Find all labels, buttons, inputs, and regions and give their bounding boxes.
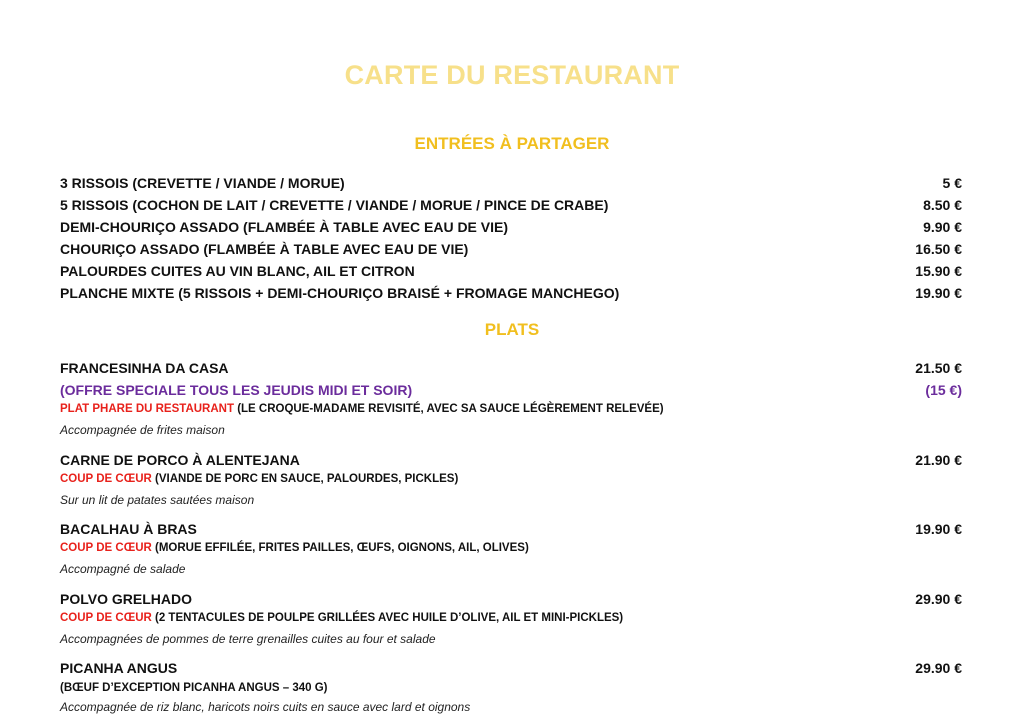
menu-item <box>60 261 962 281</box>
section-title-entrees: ENTRÉES À PARTAGER <box>414 134 610 153</box>
item-tag: PLAT PHARE DU RESTAURANT <box>60 403 234 415</box>
item-price: 29.90 € <box>915 591 962 607</box>
menu-title: CARTE DU RESTAURANT <box>344 60 680 90</box>
item-desc: (VIANDE DE PORC EN SAUCE, PALOURDES, PICKLES) <box>151 473 459 485</box>
section-title-plats: PLATS <box>484 320 540 339</box>
item-description <box>60 612 962 624</box>
item-note: Sur un lit de patates sautées maison <box>60 493 255 507</box>
item-note: Accompagnées de pommes de terre grenailles cuites au four et salade <box>60 632 436 646</box>
item-name: FRANCESINHA DA CASA <box>60 360 229 376</box>
menu-item <box>60 658 962 678</box>
item-name: 3 RISSOIS (CREVETTE / VIANDE / MORUE) <box>60 175 345 191</box>
item-tag: COUP DE CŒUR <box>60 473 152 485</box>
item-price: 16.50 € <box>915 241 962 257</box>
item-price: 19.90 € <box>915 521 962 537</box>
item-price: 5 € <box>942 175 962 191</box>
item-desc: (MORUE EFFILÉE, FRITES PAILLES, ŒUFS, OIGNONS, AIL, OLIVES) <box>151 542 529 554</box>
item-price: 9.90 € <box>923 219 962 235</box>
menu-item <box>60 195 962 215</box>
menu-item <box>60 519 962 539</box>
item-note: Accompagné de salade <box>60 562 186 576</box>
item-name: BACALHAU À BRAS <box>60 521 197 537</box>
item-name: CARNE DE PORCO À ALENTEJANA <box>60 452 300 468</box>
offer-price: (15 €) <box>925 382 962 398</box>
item-price: 21.50 € <box>915 360 962 376</box>
item-desc: (LE CROQUE-MADAME REVISITÉ, AVEC SA SAUCE LÉGÈREMENT RELEVÉE) <box>234 403 664 415</box>
item-description <box>60 473 962 485</box>
menu-item <box>60 173 962 193</box>
item-price: 8.50 € <box>923 197 962 213</box>
item-price: 29.90 € <box>915 660 962 676</box>
item-name: PALOURDES CUITES AU VIN BLANC, AIL ET CITRON <box>60 263 415 279</box>
item-desc: (2 TENTACULES DE POULPE GRILLÉES AVEC HUILE D’OLIVE, AIL ET MINI-PICKLES) <box>151 612 624 624</box>
item-name: CHOURIÇO ASSADO (FLAMBÉE À TABLE AVEC EAU DE VIE) <box>60 241 469 257</box>
menu-item <box>60 450 962 470</box>
menu-item <box>60 217 962 237</box>
item-note: Accompagnée de frites maison <box>60 423 225 437</box>
item-price: 21.90 € <box>915 452 962 468</box>
item-tag: COUP DE CŒUR <box>60 612 152 624</box>
menu-item <box>60 239 962 259</box>
menu-item <box>60 358 962 378</box>
item-price: 15.90 € <box>915 263 962 279</box>
offer-text: (OFFRE SPECIALE TOUS LES JEUDIS MIDI ET SOIR) <box>60 382 413 398</box>
menu-item <box>60 283 962 303</box>
item-name: PLANCHE MIXTE (5 RISSOIS + DEMI-CHOURIÇO BRAISÉ + FROMAGE MANCHEGO) <box>60 285 620 301</box>
special-offer <box>60 380 962 400</box>
item-name: POLVO GRELHADO <box>60 591 192 607</box>
menu-item <box>60 589 962 609</box>
item-name: DEMI-CHOURIÇO ASSADO (FLAMBÉE À TABLE AVEC EAU DE VIE) <box>60 219 509 235</box>
item-description <box>60 403 962 415</box>
item-name: 5 RISSOIS (COCHON DE LAIT / CREVETTE / VIANDE / MORUE / PINCE DE CRABE) <box>60 197 609 213</box>
item-note: Accompagnée de riz blanc, haricots noirs cuits en sauce avec lard et oignons <box>60 700 471 714</box>
item-name: PICANHA ANGUS <box>60 660 178 676</box>
item-tag: COUP DE CŒUR <box>60 542 152 554</box>
item-price: 19.90 € <box>915 285 962 301</box>
item-description <box>60 542 962 554</box>
item-description: (BŒUF D’EXCEPTION PICANHA ANGUS – 340 G) <box>60 682 328 694</box>
